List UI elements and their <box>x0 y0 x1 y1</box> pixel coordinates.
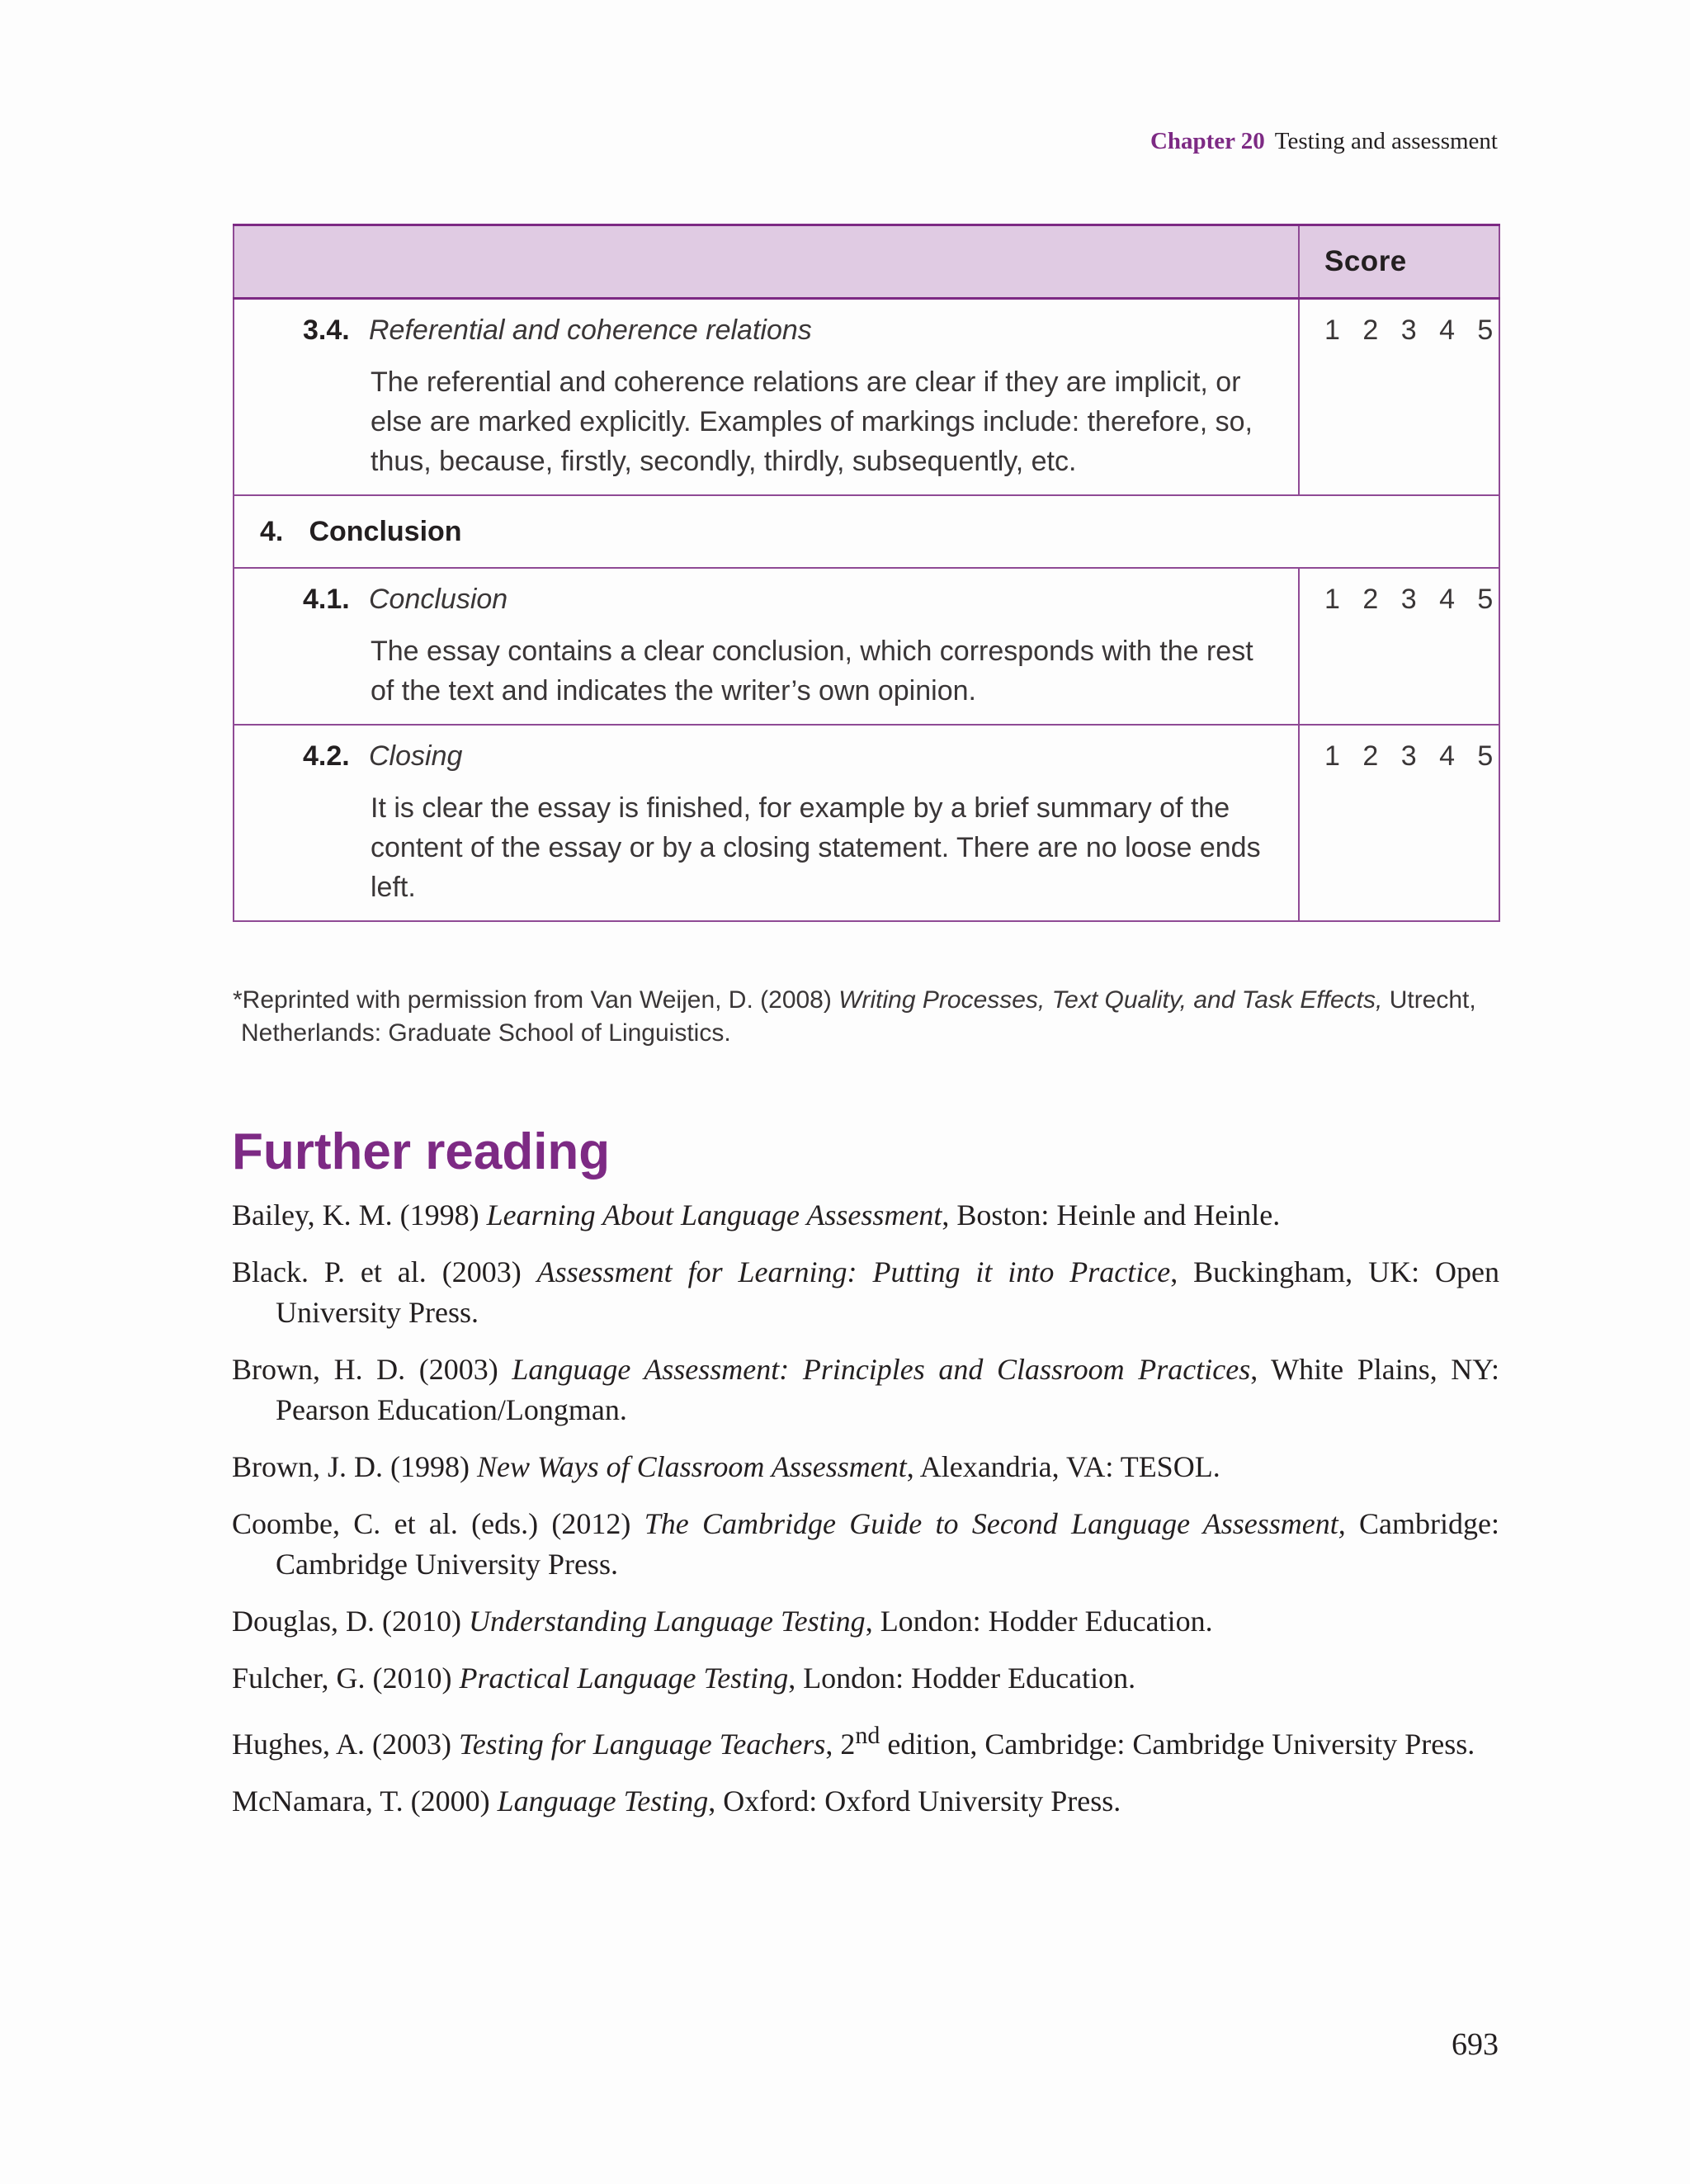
ref-title: Language Assessment: Principles and Classroom Practices <box>512 1353 1251 1386</box>
ref-author: Fulcher, G. (2010) <box>232 1662 460 1695</box>
ref-publisher: , Boston: Heinle and Heinle. <box>942 1198 1281 1231</box>
ref-publisher: , Oxford: Oxford University Press. <box>708 1785 1121 1818</box>
table-row <box>234 568 1499 725</box>
ref-author: Hughes, A. (2003) <box>232 1728 459 1761</box>
ref-publisher: , Buckingham, UK: Open University Press. <box>276 1255 1499 1329</box>
reference-item <box>232 1447 1499 1487</box>
ref-author: Brown, H. D. (2003) <box>232 1353 512 1386</box>
section-number: 4. <box>260 515 284 547</box>
reference-item <box>232 1504 1499 1585</box>
item-description: The referential and coherence relations are clear if they are implicit, or else are marked explicitly. Examples of markings include: therefore, so, thus, because, firstly, secondly, thirdly, subsequently, etc. <box>371 366 1253 477</box>
ref-title: Learning About Language Assessment <box>486 1198 942 1231</box>
chapter-title: Testing and assessment <box>1274 128 1498 154</box>
reference-item <box>232 1195 1499 1236</box>
score-scale: 1 2 3 4 5 <box>1299 568 1499 725</box>
ref-title: The Cambridge Guide to Second Language Assessment, <box>644 1507 1346 1540</box>
ref-publisher: , White Plains, NY: Pearson Education/Longman. <box>276 1353 1499 1426</box>
ref-publisher: Cambridge: Cambridge University Press. <box>276 1507 1500 1581</box>
table-row <box>234 725 1499 921</box>
ref-title: Understanding Language Testing <box>468 1605 866 1638</box>
item-title: Closing <box>369 740 463 772</box>
item-title: Conclusion <box>369 584 508 615</box>
ref-publisher: , London: Hodder Education. <box>865 1605 1213 1638</box>
ref-title: Language Testing <box>497 1785 709 1818</box>
ref-edition: , 2 <box>825 1728 856 1761</box>
ref-author: Black. P. et al. (2003) <box>232 1255 537 1288</box>
further-reading-heading: Further reading <box>232 1123 611 1180</box>
reference-item <box>232 1658 1499 1699</box>
criterion-cell <box>234 725 1299 921</box>
item-description: It is clear the essay is finished, for example by a brief summary of the content of the essay or by a closing statement. There are no loose ends left. <box>371 792 1261 903</box>
ref-author: Bailey, K. M. (1998) <box>232 1198 487 1231</box>
reference-item <box>232 1781 1499 1822</box>
ref-publisher: , Alexandria, VA: TESOL. <box>906 1450 1220 1483</box>
chapter-label: Chapter 20 <box>1149 128 1265 154</box>
item-number: 4.1. <box>303 584 350 615</box>
ref-superscript: nd <box>855 1722 880 1749</box>
table-footnote <box>233 984 1504 1050</box>
page-number: 693 <box>1452 2027 1499 2062</box>
ref-author: Brown, J. D. (1998) <box>232 1450 477 1483</box>
ref-title: Practical Language Testing <box>459 1662 789 1695</box>
score-scale: 1 2 3 4 5 <box>1299 299 1499 496</box>
reference-item <box>232 1350 1499 1430</box>
reference-item <box>232 1715 1499 1765</box>
table-header-row <box>234 225 1499 299</box>
criterion-header <box>234 225 1299 299</box>
ref-title: Assessment for Learning: Putting it into Practice <box>536 1255 1171 1288</box>
table-row <box>234 299 1499 496</box>
ref-publisher: , London: Hodder Education. <box>788 1662 1136 1695</box>
footnote-text: Utrecht, <box>1382 986 1476 1014</box>
criterion-cell <box>234 299 1299 496</box>
reference-item <box>232 1252 1499 1333</box>
section-row <box>234 495 1499 568</box>
item-description: The essay contains a clear conclusion, which corresponds with the rest of the text and indicates the writer’s own opinion. <box>371 636 1253 707</box>
rubric-table <box>233 224 1500 922</box>
item-number: 3.4. <box>303 314 350 346</box>
ref-title: New Ways of Classroom Assessment <box>476 1450 907 1483</box>
section-cell <box>234 495 1499 568</box>
footnote-line-2: Netherlands: Graduate School of Linguistics. <box>241 1019 731 1047</box>
ref-author: McNamara, T. (2000) <box>232 1785 498 1818</box>
footnote-title: Writing Processes, Text Quality, and Task Effects, <box>838 986 1383 1014</box>
score-scale: 1 2 3 4 5 <box>1299 725 1499 921</box>
item-title: Referential and coherence relations <box>369 314 812 346</box>
running-head <box>1150 128 1498 155</box>
reference-list <box>232 1195 1499 1838</box>
ref-title: Testing for Language Teachers <box>458 1728 826 1761</box>
ref-author: Coombe, C. et al. (eds.) (2012) <box>232 1507 644 1540</box>
ref-publisher: edition, Cambridge: Cambridge University Press. <box>880 1728 1475 1761</box>
reference-item <box>232 1601 1499 1642</box>
score-header: Score <box>1299 225 1499 299</box>
item-number: 4.2. <box>303 740 350 772</box>
section-title: Conclusion <box>309 515 462 547</box>
criterion-cell <box>234 568 1299 725</box>
ref-author: Douglas, D. (2010) <box>232 1605 469 1638</box>
footnote-text: *Reprinted with permission from Van Weijen, D. (2008) <box>233 986 839 1014</box>
